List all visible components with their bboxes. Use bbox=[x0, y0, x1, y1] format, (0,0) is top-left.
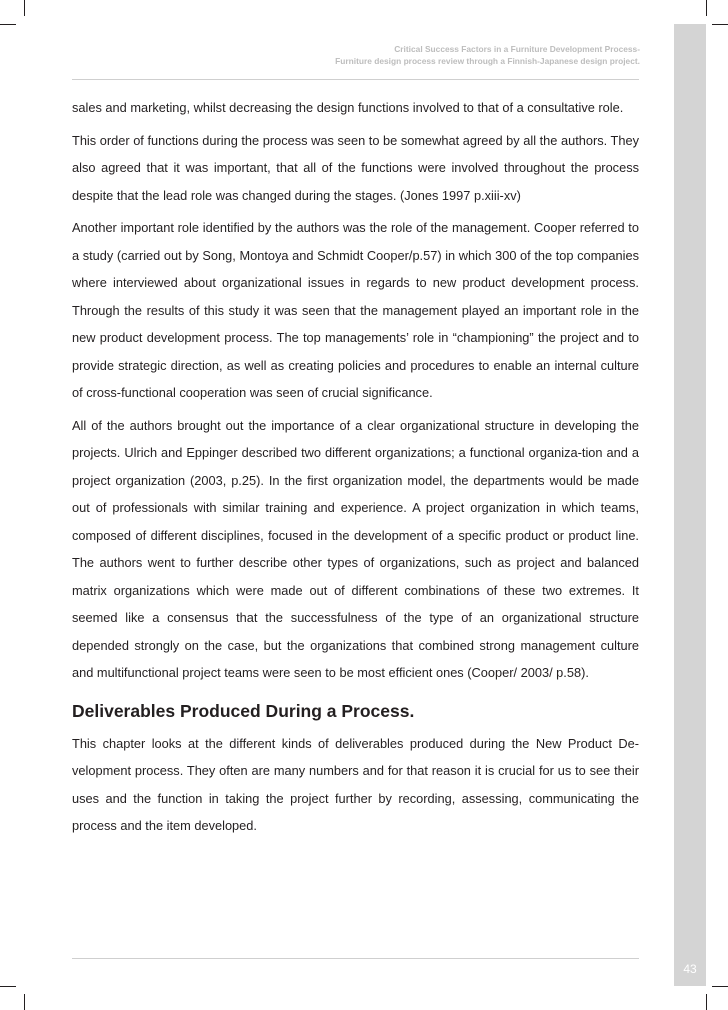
crop-mark-bottom-left-v bbox=[24, 994, 25, 1010]
body-paragraph: This order of functions during the process was seen to be somewhat agreed by all the authors. They also agreed that it was important, that all of the functions were involved throughout the process despite that the lead role was changed during the stages. (Jones 1997 p.xiii-xv) bbox=[72, 132, 639, 203]
page-number: 43 bbox=[683, 962, 697, 976]
crop-mark-top-right-h bbox=[712, 24, 728, 25]
running-header-line-1: Critical Success Factors in a Furniture Development Process- bbox=[394, 44, 640, 54]
footer-rule bbox=[72, 958, 639, 959]
body-paragraph: sales and marketing, whilst decreasing the design functions involved to that of a consultative role. bbox=[72, 100, 624, 115]
crop-mark-top-left-v bbox=[24, 0, 25, 16]
crop-mark-bottom-right-h bbox=[712, 986, 728, 987]
page-body bbox=[72, 94, 639, 845]
section-heading: Deliverables Produced During a Process. bbox=[72, 700, 415, 721]
body-paragraph: Another important role identified by the authors was the role of the management. Cooper referred to a study (carried out by Song, Montoya and Schmidt Cooper/p.57) in which 300 of the top companies where interviewed about organizational issues in regards to new product development process. Through the results of this study it was seen that the management played an important role in the new product development process. The top managements’ role in “championing” the project and to provide strategic direction, as well as creating policies and procedures to enable an internal culture of cross-functional cooperation was seen of crucial significance. bbox=[72, 220, 639, 400]
running-header-line-2: Furniture design process review through a Finnish-Japanese design project. bbox=[335, 56, 640, 66]
crop-mark-top-right-v bbox=[706, 0, 707, 16]
crop-mark-top-left-h bbox=[0, 24, 16, 25]
crop-mark-bottom-right-v bbox=[706, 994, 707, 1010]
crop-mark-bottom-left-h bbox=[0, 986, 16, 987]
body-paragraph: All of the authors brought out the importance of a clear organizational structure in developing the projects. Ulrich and Eppinger described two different organizations; a functional organiza-tion and a project organization (2003, p.25). In the first organization model, the departments would be made out of professionals with similar training and experience. A project organization in which teams, composed of different disciplines, focused in the development of a specific product or product line. The authors went to further describe other types of organizations, such as project and balanced matrix organizations which were made out of different combinations of these two extremes. It seemed like a consensus that the successfulness of the type of an organizational structure depended strongly on the case, but the organizations that combined strong management culture and multifunctional project teams were seen to be most efficient ones (Cooper/ 2003/ p.58). bbox=[72, 417, 639, 680]
header-rule bbox=[72, 79, 639, 80]
running-header bbox=[120, 43, 640, 67]
body-paragraph: This chapter looks at the different kinds of deliverables produced during the New Product De-velopment process. They often are many numbers and for that reason it is crucial for us to see their uses and the function in taking the project further by recording, assessing, communicating the process and the item developed. bbox=[72, 735, 639, 833]
page-side-bar bbox=[674, 24, 706, 986]
